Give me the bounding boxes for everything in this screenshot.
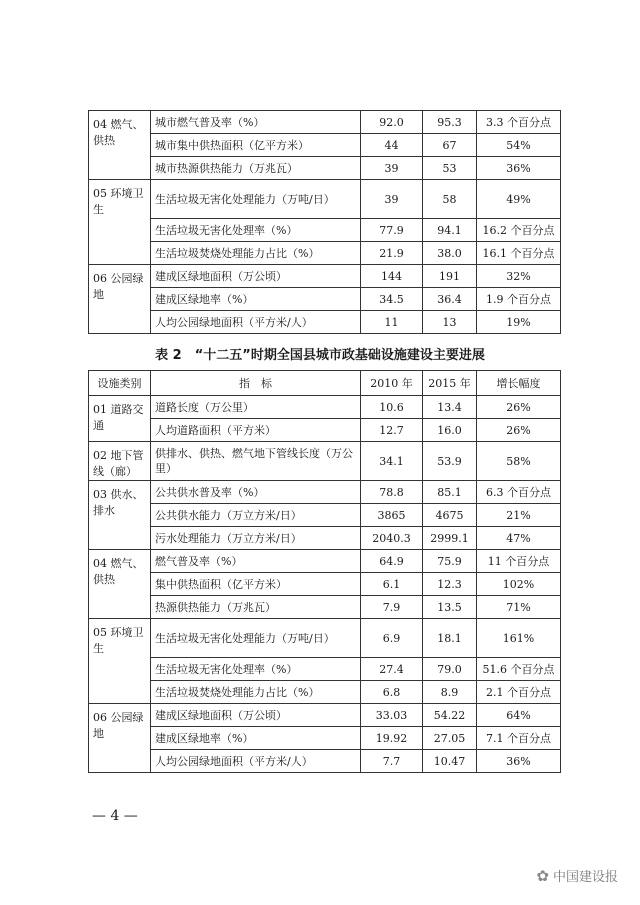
value-2015-cell: 38.0 [423,242,477,265]
value-2010-cell: 21.9 [361,242,423,265]
table-row [89,573,561,596]
value-2010-cell: 3865 [361,504,423,527]
header-category: 设施类别 [89,371,151,396]
wechat-icon: ✿ [536,866,549,885]
growth-cell: 16.1 个百分点 [477,242,561,265]
table-row [89,265,561,288]
table-row [89,219,561,242]
category-cell: 06 公园绿地 [89,265,151,334]
growth-cell: 11 个百分点 [477,550,561,573]
indicator-cell: 生活垃圾无害化处理率（%） [151,658,361,681]
indicator-cell: 城市燃气普及率（%） [151,111,361,134]
header-2010: 2010 年 [361,371,423,396]
table-row [89,704,561,727]
table-row [89,681,561,704]
table-row [89,396,561,419]
value-2010-cell: 27.4 [361,658,423,681]
indicator-cell: 生活垃圾焚烧处理能力占比（%） [151,242,361,265]
value-2010-cell: 64.9 [361,550,423,573]
indicator-cell: 人均公园绿地面积（平方米/人） [151,311,361,334]
growth-cell: 16.2 个百分点 [477,219,561,242]
value-2015-cell: 27.05 [423,727,477,750]
growth-cell: 49% [477,180,561,219]
value-2015-cell: 53.9 [423,442,477,481]
table-row [89,619,561,658]
indicator-cell: 集中供热面积（亿平方米） [151,573,361,596]
value-2015-cell: 58 [423,180,477,219]
value-2010-cell: 7.7 [361,750,423,773]
indicator-cell: 生活垃圾无害化处理能力（万吨/日） [151,180,361,219]
value-2010-cell: 19.92 [361,727,423,750]
value-2015-cell: 53 [423,157,477,180]
growth-cell: 21% [477,504,561,527]
category-cell: 01 道路交通 [89,396,151,442]
growth-cell: 71% [477,596,561,619]
value-2015-cell: 95.3 [423,111,477,134]
category-cell: 04 燃气、供热 [89,111,151,180]
growth-cell: 32% [477,265,561,288]
growth-cell: 64% [477,704,561,727]
value-2010-cell: 6.8 [361,681,423,704]
indicator-cell: 供排水、供热、燃气地下管线长度（万公里） [151,442,361,481]
table-row [89,550,561,573]
indicator-cell: 公共供水普及率（%） [151,481,361,504]
growth-cell: 58% [477,442,561,481]
indicator-cell: 城市热源供热能力（万兆瓦） [151,157,361,180]
growth-cell: 2.1 个百分点 [477,681,561,704]
growth-cell: 51.6 个百分点 [477,658,561,681]
growth-cell: 26% [477,396,561,419]
growth-cell: 1.9 个百分点 [477,288,561,311]
growth-cell: 36% [477,750,561,773]
growth-cell: 102% [477,573,561,596]
indicator-cell: 燃气普及率（%） [151,550,361,573]
watermark [536,866,618,885]
value-2015-cell: 4675 [423,504,477,527]
indicator-cell: 建成区绿地面积（万公顷） [151,704,361,727]
county-infrastructure-table [88,370,561,773]
value-2010-cell: 11 [361,311,423,334]
value-2015-cell: 85.1 [423,481,477,504]
value-2015-cell: 36.4 [423,288,477,311]
value-2015-cell: 8.9 [423,681,477,704]
table-row [89,311,561,334]
indicator-cell: 城市集中供热面积（亿平方米） [151,134,361,157]
indicator-cell: 生活垃圾无害化处理能力（万吨/日） [151,619,361,658]
indicator-cell: 建成区绿地面积（万公顷） [151,265,361,288]
category-cell: 02 地下管线（廊） [89,442,151,481]
table-row [89,288,561,311]
value-2015-cell: 12.3 [423,573,477,596]
growth-cell: 161% [477,619,561,658]
value-2015-cell: 18.1 [423,619,477,658]
indicator-cell: 建成区绿地率（%） [151,727,361,750]
category-cell: 03 供水、排水 [89,481,151,550]
category-cell: 04 燃气、供热 [89,550,151,619]
table-row [89,134,561,157]
growth-cell: 47% [477,527,561,550]
value-2010-cell: 39 [361,157,423,180]
indicator-cell: 人均公园绿地面积（平方米/人） [151,750,361,773]
table-row [89,750,561,773]
category-cell: 05 环境卫生 [89,619,151,704]
growth-cell: 19% [477,311,561,334]
table-row [89,481,561,504]
value-2010-cell: 10.6 [361,396,423,419]
value-2015-cell: 79.0 [423,658,477,681]
indicator-cell: 人均道路面积（平方米） [151,419,361,442]
indicator-cell: 建成区绿地率（%） [151,288,361,311]
indicator-cell: 污水处理能力（万立方米/日） [151,527,361,550]
table-row [89,727,561,750]
table-row [89,419,561,442]
value-2010-cell: 33.03 [361,704,423,727]
category-cell: 06 公园绿地 [89,704,151,773]
indicator-cell: 公共供水能力（万立方米/日） [151,504,361,527]
growth-cell: 54% [477,134,561,157]
table-row [89,157,561,180]
value-2010-cell: 39 [361,180,423,219]
growth-cell: 36% [477,157,561,180]
value-2010-cell: 144 [361,265,423,288]
value-2015-cell: 13.5 [423,596,477,619]
value-2010-cell: 6.1 [361,573,423,596]
table-row [89,527,561,550]
table-row [89,596,561,619]
value-2015-cell: 16.0 [423,419,477,442]
value-2015-cell: 54.22 [423,704,477,727]
value-2015-cell: 191 [423,265,477,288]
value-2010-cell: 7.9 [361,596,423,619]
table-row [89,504,561,527]
growth-cell: 26% [477,419,561,442]
value-2010-cell: 12.7 [361,419,423,442]
value-2010-cell: 6.9 [361,619,423,658]
table2-caption: 表 2 “十二五”时期全国县城市政基础设施建设主要进展 [155,348,485,363]
indicator-cell: 道路长度（万公里） [151,396,361,419]
value-2010-cell: 34.1 [361,442,423,481]
page-number: — 4 — [92,808,138,824]
value-2010-cell: 34.5 [361,288,423,311]
growth-cell: 7.1 个百分点 [477,727,561,750]
category-cell: 05 环境卫生 [89,180,151,265]
indicator-cell: 生活垃圾无害化处理率（%） [151,219,361,242]
value-2010-cell: 2040.3 [361,527,423,550]
growth-cell: 6.3 个百分点 [477,481,561,504]
value-2015-cell: 67 [423,134,477,157]
table-row [89,242,561,265]
header-2015: 2015 年 [423,371,477,396]
urban-infrastructure-table-continued [88,110,561,334]
growth-cell: 3.3 个百分点 [477,111,561,134]
value-2015-cell: 2999.1 [423,527,477,550]
header-indicator: 指 标 [151,371,361,396]
value-2015-cell: 13.4 [423,396,477,419]
value-2015-cell: 13 [423,311,477,334]
table-row [89,111,561,134]
table-row [89,180,561,219]
value-2015-cell: 94.1 [423,219,477,242]
table2-header-row [89,371,561,396]
value-2010-cell: 92.0 [361,111,423,134]
indicator-cell: 热源供热能力（万兆瓦） [151,596,361,619]
header-growth: 增长幅度 [477,371,561,396]
table-row [89,658,561,681]
value-2010-cell: 77.9 [361,219,423,242]
value-2015-cell: 10.47 [423,750,477,773]
value-2015-cell: 75.9 [423,550,477,573]
watermark-text: 中国建设报 [552,870,618,885]
indicator-cell: 生活垃圾焚烧处理能力占比（%） [151,681,361,704]
value-2010-cell: 78.8 [361,481,423,504]
value-2010-cell: 44 [361,134,423,157]
table-row [89,442,561,481]
